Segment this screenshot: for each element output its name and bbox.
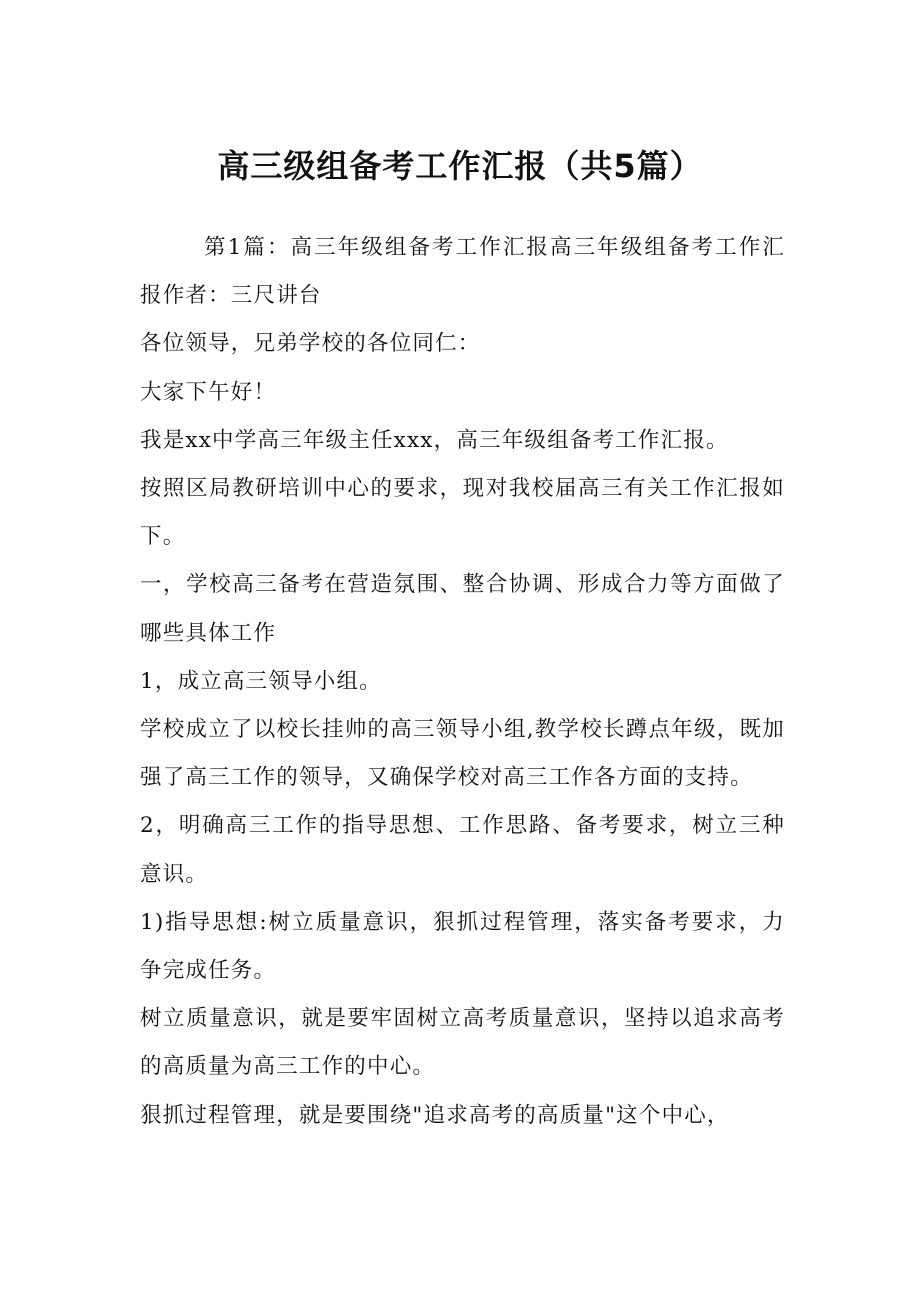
paragraph-process-management: 狠抓过程管理，就是要围绕"追求高考的高质量"这个中心， [140,1102,730,1128]
paragraph-quality-awareness: 树立质量意识，就是要牢固树立高考质量意识，坚持以追求高考的高质量为高三工作的中心。 [140,1006,785,1080]
section-heading-1: 一，学校高三备考在营造氛围、整合协调、形成合力等方面做了哪些具体工作 [140,572,785,646]
paragraph-self-intro: 我是xx中学高三年级主任xxx，高三年级组备考工作汇报。 [140,427,729,453]
paragraph-greeting: 各位领导，兄弟学校的各位同仁： [140,331,481,357]
paragraph-purpose: 按照区局教研培训中心的要求，现对我校届高三有关工作汇报如下。 [140,476,785,550]
document-title: 高三级组备考工作汇报（共5篇） [217,147,703,185]
paragraph-salutation: 大家下午好！ [140,379,277,405]
paragraph-intro: 第1篇：高三年级组备考工作汇报高三年级组备考工作汇报作者：三尺讲台 [140,235,785,309]
subsection-heading-2: 2，明确高三工作的指导思想、工作思路、备考要求，树立三种意识。 [140,813,785,887]
subsection-heading-1: 1，成立高三领导小组。 [140,668,382,694]
paragraph-leadership: 学校成立了以校长挂帅的高三领导小组,教学校长蹲点年级，既加强了高三工作的领导，又确保学校对高三工作各方面的支持。 [140,717,785,791]
paragraph-guiding-thought: 1)指导思想:树立质量意识，狠抓过程管理，落实备考要求，力争完成任务。 [140,909,785,984]
document-body [140,224,785,1140]
